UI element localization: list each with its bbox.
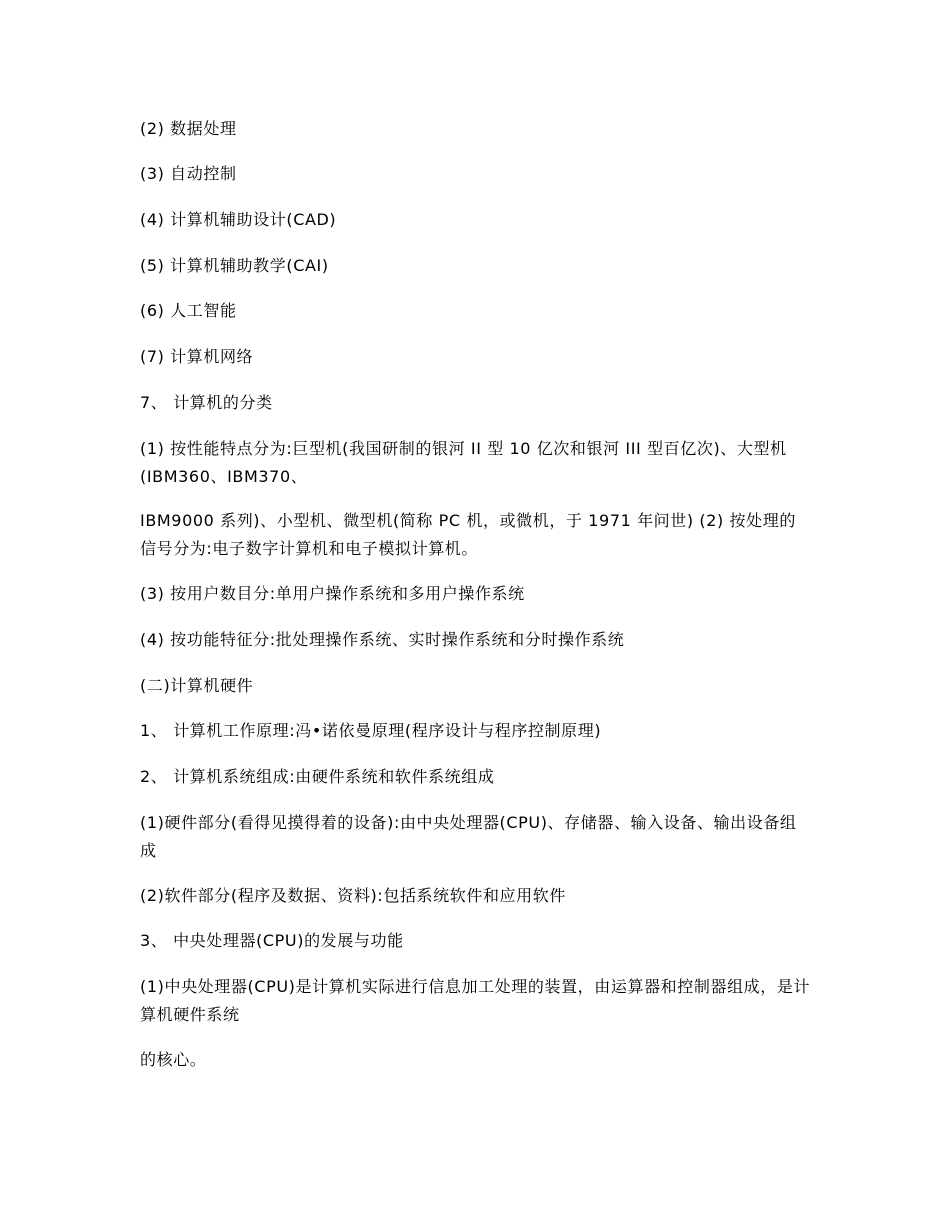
paragraph-function-features: (4) 按功能特征分:批处理操作系统、实时操作系统和分时操作系统 bbox=[140, 630, 625, 649]
section-heading-classification: 7、 计算机的分类 bbox=[140, 393, 273, 412]
list-item-auto-control: (3) 自动控制 bbox=[140, 164, 237, 183]
paragraph-cpu-definition: (1)中央处理器(CPU)是计算机实际进行信息加工处理的装置，由运算器和控制器组成，是计算机硬件系统 bbox=[140, 977, 811, 1024]
list-item-cad: (4) 计算机辅助设计(CAD) bbox=[140, 210, 337, 229]
section-heading-hardware: (二)计算机硬件 bbox=[140, 676, 254, 695]
list-item-cai: (5) 计算机辅助教学(CAI) bbox=[140, 256, 329, 275]
paragraph-user-count: (3) 按用户数目分:单用户操作系统和多用户操作系统 bbox=[140, 584, 525, 603]
list-item-ai: (6) 人工智能 bbox=[140, 301, 237, 320]
paragraph-small-micro-machines: IBM9000 系列)、小型机、微型机(简称 PC 机，或微机，于 1971 年问世) (2) 按处理的信号分为:电子数字计算机和电子模拟计算机。 bbox=[140, 511, 796, 558]
list-item-data-processing: (2) 数据处理 bbox=[140, 119, 237, 138]
paragraph-core: 的核心。 bbox=[140, 1050, 207, 1069]
section-heading-cpu: 3、 中央处理器(CPU)的发展与功能 bbox=[140, 931, 404, 950]
paragraph-working-principle: 1、 计算机工作原理:冯•诺依曼原理(程序设计与程序控制原理) bbox=[140, 721, 602, 740]
paragraph-performance-classes: (1) 按性能特点分为:巨型机(我国研制的银河 II 型 10 亿次和银河 III 型百亿次)、大型机(IBM360、IBM370、 bbox=[140, 439, 787, 486]
paragraph-software-part: (2)软件部分(程序及数据、资料):包括系统软件和应用软件 bbox=[140, 886, 566, 905]
list-item-network: (7) 计算机网络 bbox=[140, 347, 254, 366]
paragraph-hardware-part: (1)硬件部分(看得见摸得着的设备):由中央处理器(CPU)、存储器、输入设备、输出设备组成 bbox=[140, 813, 797, 860]
paragraph-system-composition: 2、 计算机系统组成:由硬件系统和软件系统组成 bbox=[140, 767, 495, 786]
